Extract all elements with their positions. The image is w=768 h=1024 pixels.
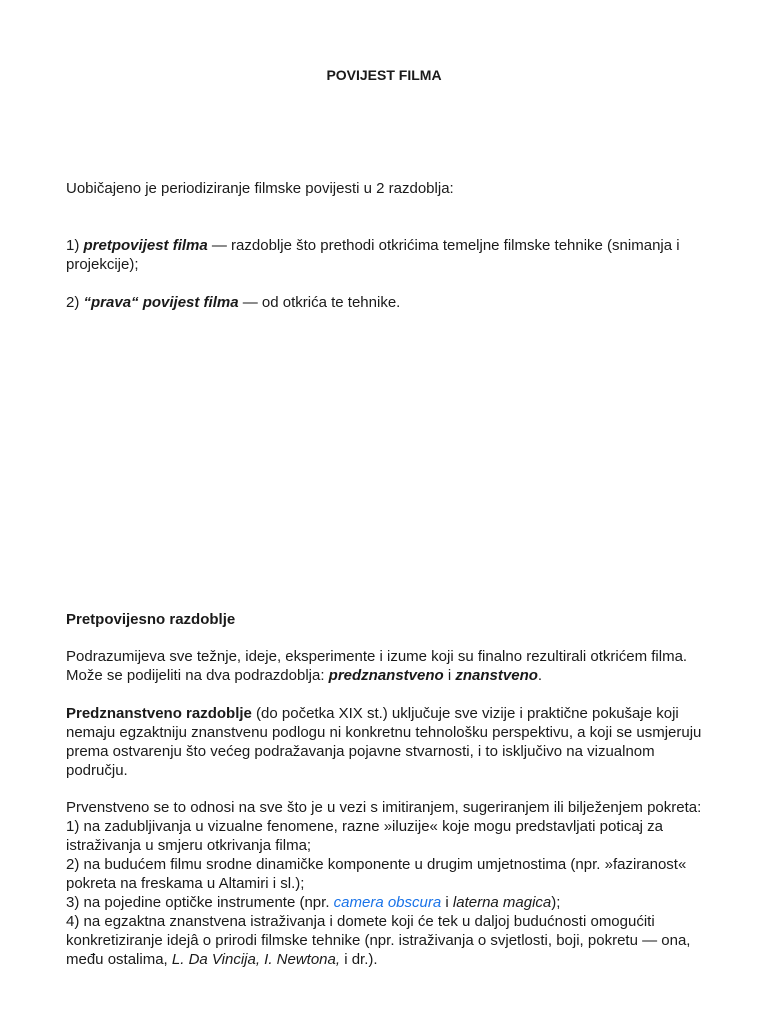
conjunction: i: [443, 667, 456, 684]
intro-paragraph: Uobičajeno je periodiziranje filmske povijesti u 2 razdoblja:: [66, 180, 454, 197]
item-description: — od otkrića te tehnike.: [238, 294, 401, 311]
item-text: 3) na pojedine optičke instrumente (npr.: [66, 894, 334, 911]
term-real-history: “prava“ povijest filma: [83, 294, 239, 311]
paragraph-motion: [66, 798, 716, 969]
list-item-history: [66, 293, 716, 312]
document-title: POVIJEST FILMA: [326, 67, 442, 83]
term-prescientific-period: Predznanstveno razdoblje: [66, 705, 252, 722]
list-item-prehistory: [66, 236, 716, 274]
list-item-1: 1) na zadubljivanja u vizualne fenomene, razne »iluzije« koje mogu predstavljati poticaj za istraživanja u smjeru otkrivanja filma;: [66, 818, 664, 854]
item-number: 2): [66, 294, 84, 311]
item-text-end: );: [551, 894, 561, 911]
term-prehistory: pretpovijest filma: [83, 237, 208, 254]
paragraph-definition: [66, 647, 716, 685]
list-item-3: [66, 893, 716, 912]
conjunction: i: [441, 894, 453, 911]
list-item-4: [66, 912, 716, 969]
term-prescientific: predznanstveno: [328, 667, 444, 684]
paragraph-prescientific: [66, 704, 716, 780]
names-scientists: L. Da Vincija, I. Newtona,: [171, 951, 341, 968]
term-laterna-magica: laterna magica: [452, 894, 552, 911]
list-item-2: 2) na budućem filmu srodne dinamičke komponente u drugim umjetnostima (npr. »faziranost« pokreta na freskama u Altamiri i sl.);: [66, 856, 687, 892]
item-description: — razdoblje što prethodi otkrićima temeljne filmske tehnike (snimanja i projekcije);: [66, 237, 680, 273]
item-text-end: i dr.).: [340, 951, 378, 968]
camera-obscura-link[interactable]: camera obscura: [333, 894, 442, 911]
section-heading: Pretpovijesno razdoblje: [66, 611, 236, 628]
term-scientific: znanstveno: [455, 667, 538, 684]
item-number: 1): [66, 237, 84, 254]
period: .: [537, 667, 543, 684]
paragraph-text: Podrazumijeva sve težnje, ideje, eksperimente i izume koji su finalno rezultirali otkrićem filma. Može se podijeliti na dva podrazdoblja:: [66, 648, 688, 684]
paragraph-lead: Prvenstveno se to odnosi na sve što je u vezi s imitiranjem, sugeriranjem ili bilježenjem pokreta:: [66, 799, 702, 816]
paragraph-text: (do početka XIX st.) uključuje sve vizije i praktične pokušaje koji nemaju egzaktniju znanstvenu podlogu ni konkretnu tehnološku perspektivu, a koji se usmjeruju prema ostvarenju što većeg podražavanja pojavne stvarnosti, i to isključivo na vizualnom području.: [66, 705, 702, 779]
item-text: 4) na egzaktna znanstvena istraživanja i domete koji će tek u daljoj budućnosti omogućiti konkretiziranje idejâ o prirodi filmske tehnike (npr. istraživanja o svjetlosti, boji, pokretu — ona, među ostalima,: [66, 913, 691, 968]
